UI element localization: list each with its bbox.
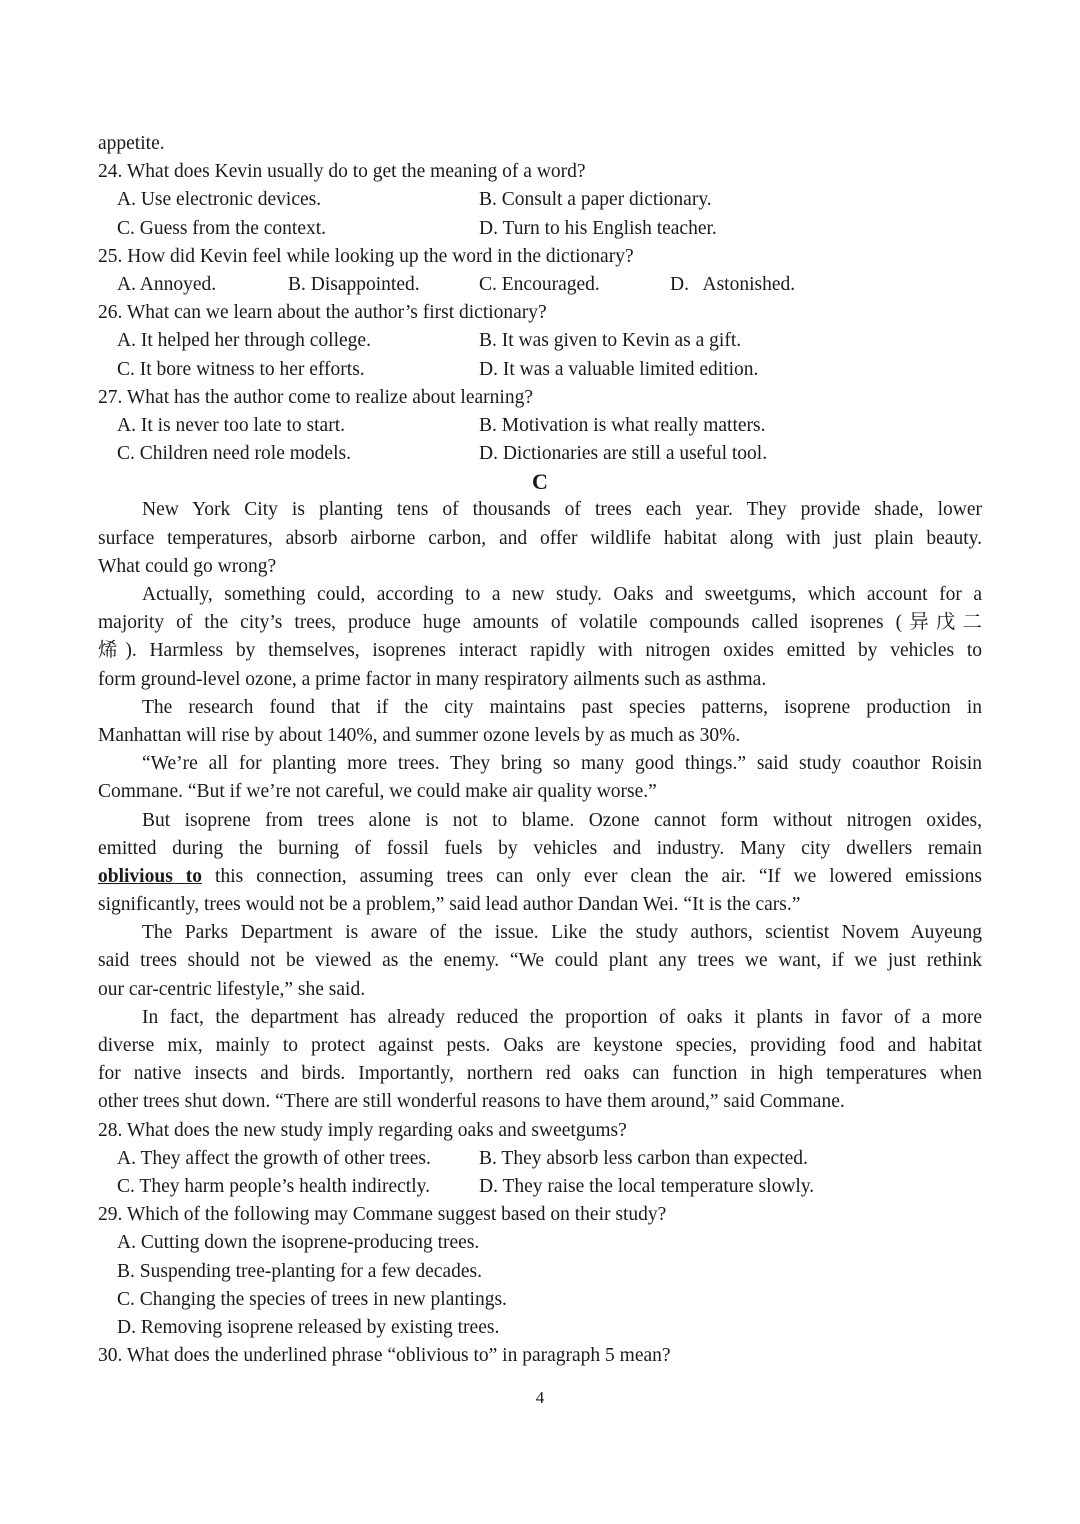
question-26 bbox=[98, 299, 982, 384]
option-c: C. Children need role models. bbox=[117, 443, 351, 465]
section-heading: C bbox=[532, 469, 548, 495]
option-b: B. Consult a paper dictionary. bbox=[479, 189, 712, 211]
options-row bbox=[98, 1173, 982, 1201]
option-d: D. Dictionaries are still a useful tool. bbox=[479, 443, 768, 465]
text-line: What could go wrong? bbox=[98, 555, 277, 577]
text-line: form ground-level ozone, a prime factor in many respiratory ailments such as asthma. bbox=[98, 668, 767, 690]
text-line: 烯). Harmless by themselves, isoprenes interact rapidly with nitrogen oxides emitted by vehicles to bbox=[98, 640, 982, 662]
paragraph-3 bbox=[98, 694, 982, 750]
option-a: A. They affect the growth of other trees. bbox=[117, 1147, 431, 1169]
option-c: C. Encouraged. bbox=[479, 273, 600, 295]
option-a: A. It is never too late to start. bbox=[117, 414, 345, 436]
option-a: A. Use electronic devices. bbox=[117, 189, 322, 211]
page-content bbox=[98, 130, 982, 1370]
question-stem: 24. What does Kevin usually do to get the meaning of a word? bbox=[98, 161, 586, 183]
option-d: D. It was a valuable limited edition. bbox=[479, 358, 759, 380]
question-stem: 25. How did Kevin feel while looking up the word in the dictionary? bbox=[98, 245, 634, 267]
question-29 bbox=[98, 1201, 982, 1342]
options-row bbox=[98, 440, 982, 468]
paragraph-7 bbox=[98, 1004, 982, 1117]
options-row bbox=[98, 356, 982, 384]
question-stem: 27. What has the author come to realize about learning? bbox=[98, 386, 533, 408]
paragraph-1 bbox=[98, 496, 982, 581]
text-line: “We’re all for planting more trees. They bring so many good things.” said study coauthor Roisin bbox=[142, 753, 982, 775]
passage bbox=[98, 496, 982, 1116]
text-line: surface temperatures, absorb airborne carbon, and offer wildlife habitat along with just plain beauty. bbox=[98, 527, 982, 549]
option-b: B. Suspending tree-planting for a few decades. bbox=[117, 1260, 482, 1282]
paragraph-4 bbox=[98, 750, 982, 806]
options-row bbox=[98, 215, 982, 243]
option-c: C. It bore witness to her efforts. bbox=[117, 358, 365, 380]
text-line bbox=[98, 863, 982, 891]
question-stem: 26. What can we learn about the author’s first dictionary? bbox=[98, 302, 547, 324]
text-line: significantly, trees would not be a problem,” said lead author Dandan Wei. “It is the cars.” bbox=[98, 894, 801, 916]
text-line: diverse mix, mainly to protect against pests. Oaks are keystone species, providing food and habitat bbox=[98, 1035, 982, 1056]
question-stem: 29. Which of the following may Commane suggest based on their study? bbox=[98, 1204, 667, 1226]
question-24 bbox=[98, 158, 982, 243]
text-line: majority of the city’s trees, produce huge amounts of volatile compounds called isoprenes (异戊二 bbox=[98, 612, 982, 634]
text-line: New York City is planting tens of thousands of trees each year. They provide shade, lower bbox=[142, 499, 982, 521]
text-line: our car-centric lifestyle,” she said. bbox=[98, 978, 366, 1000]
carryover-text: appetite. bbox=[98, 133, 165, 154]
option-d: D. They raise the local temperature slowly. bbox=[479, 1175, 815, 1197]
option-d: D. Astonished. bbox=[670, 273, 796, 295]
options-row bbox=[98, 412, 982, 440]
paragraph-5 bbox=[98, 807, 982, 920]
underlined-phrase: oblivious to bbox=[98, 865, 203, 887]
text-line: In fact, the department has already reduced the proportion of oaks it plants in favor of a more bbox=[142, 1006, 982, 1028]
options-row bbox=[98, 271, 982, 299]
question-stem: 28. What does the new study imply regarding oaks and sweetgums? bbox=[98, 1119, 627, 1141]
option-c: C. Guess from the context. bbox=[117, 217, 327, 239]
option-c: C. Changing the species of trees in new plantings. bbox=[117, 1288, 507, 1310]
text-line: Manhattan will rise by about 140%, and summer ozone levels by as much as 30%. bbox=[98, 724, 741, 746]
option-a: A. It helped her through college. bbox=[117, 330, 371, 352]
text-line: other trees shut down. “There are still wonderful reasons to have them around,” said Commane. bbox=[98, 1091, 845, 1113]
text-line: The Parks Department is aware of the issue. Like the study authors, scientist Novem Auyeung bbox=[142, 922, 982, 944]
text-line: But isoprene from trees alone is not to blame. Ozone cannot form without nitrogen oxides, bbox=[142, 809, 982, 831]
option-b: B. Motivation is what really matters. bbox=[479, 414, 766, 436]
text-line: for native insects and birds. Importantly, northern red oaks can function in high temperatures when bbox=[98, 1063, 982, 1085]
question-stem: 30. What does the underlined phrase “oblivious to” in paragraph 5 mean? bbox=[98, 1345, 671, 1367]
option-d: D. Turn to his English teacher. bbox=[479, 217, 717, 239]
options-row bbox=[98, 186, 982, 214]
page-number: 4 bbox=[535, 1388, 545, 1407]
question-30 bbox=[98, 1342, 982, 1370]
option-a: A. Cutting down the isoprene-producing trees. bbox=[117, 1232, 480, 1254]
text-line: Actually, something could, according to a new study. Oaks and sweetgums, which account for a bbox=[142, 584, 982, 605]
text-line: said trees should not be viewed as the enemy. “We could plant any trees we want, if we just rethink bbox=[98, 950, 982, 972]
question-25 bbox=[98, 243, 982, 299]
option-b: B. Disappointed. bbox=[288, 273, 420, 295]
option-b: B. It was given to Kevin as a gift. bbox=[479, 330, 742, 352]
text-line: Commane. “But if we’re not careful, we could make air quality worse.” bbox=[98, 781, 657, 803]
options-row bbox=[98, 1145, 982, 1173]
options-row bbox=[98, 327, 982, 355]
question-28 bbox=[98, 1117, 982, 1202]
text-run: this connection, assuming trees can only ever clean the air. “If we lowered emissions bbox=[202, 865, 982, 887]
paragraph-2 bbox=[98, 581, 982, 694]
option-b: B. They absorb less carbon than expected. bbox=[479, 1147, 808, 1169]
text-line: emitted during the burning of fossil fuels by vehicles and industry. Many city dwellers remain bbox=[98, 837, 982, 859]
option-a: A. Annoyed. bbox=[117, 273, 217, 295]
question-27 bbox=[98, 384, 982, 469]
paragraph-6 bbox=[98, 919, 982, 1004]
option-c: C. They harm people’s health indirectly. bbox=[117, 1175, 430, 1197]
option-d: D. Removing isoprene released by existing trees. bbox=[117, 1316, 500, 1338]
text-line: The research found that if the city maintains past species patterns, isoprene production in bbox=[142, 696, 982, 718]
